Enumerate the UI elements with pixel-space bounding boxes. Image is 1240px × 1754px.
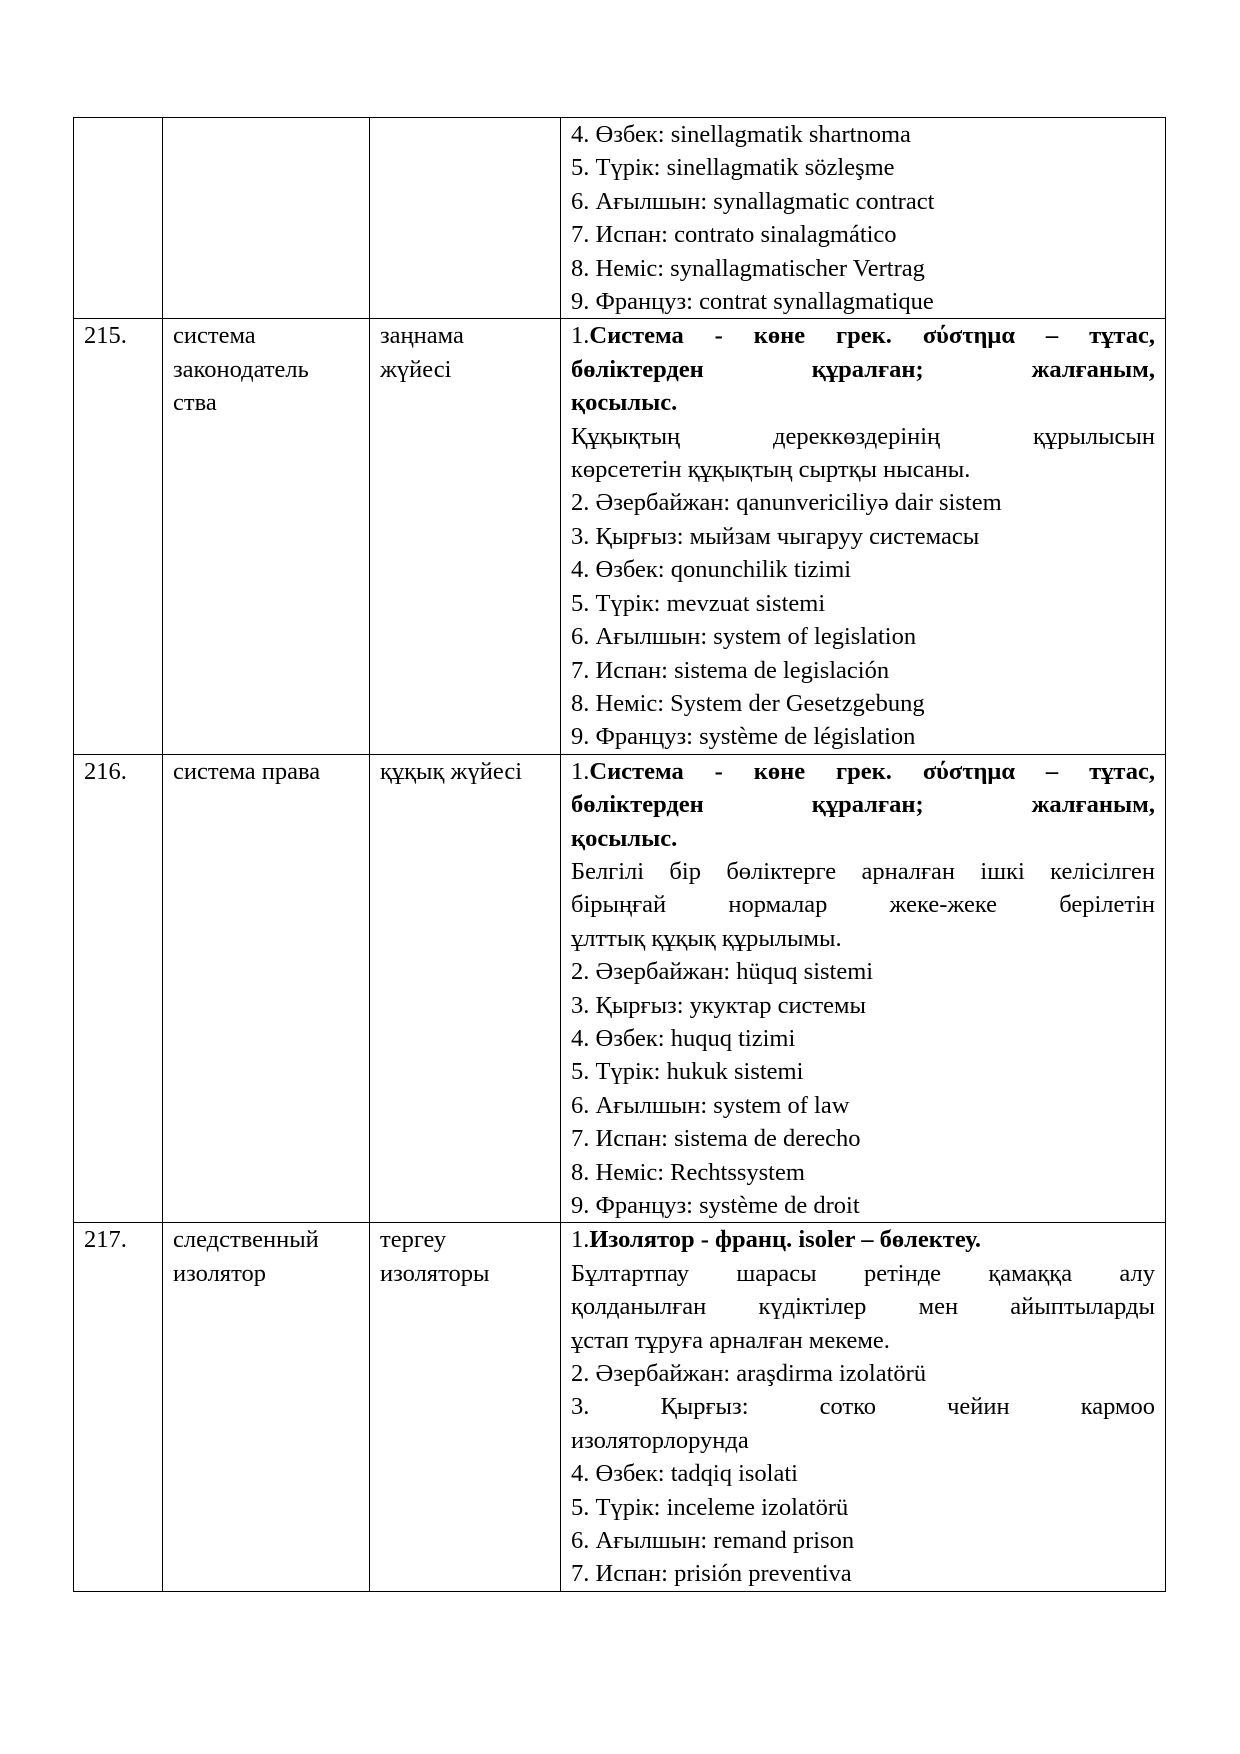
definition-line: Белгілі бір бөліктерге арналған ішкі келісілген bbox=[571, 857, 1155, 885]
translation-line: 3. Қырғыз: сотко чейин кармоо bbox=[571, 1393, 1155, 1421]
translation-line: 6. Ағылшын: synallagmatic contract bbox=[571, 187, 935, 215]
russian-term-line: законодатель bbox=[173, 355, 309, 383]
translation-line: 8. Неміс: synallagmatischer Vertrag bbox=[571, 254, 925, 282]
definition-cell bbox=[561, 754, 1166, 1223]
row-number: 217. bbox=[74, 1223, 163, 1591]
translation-line: 9. Француз: système de législation bbox=[571, 723, 916, 751]
kazakh-term bbox=[370, 1223, 561, 1591]
translation-line: изоляторлорунда bbox=[571, 1426, 749, 1454]
table-row bbox=[74, 1223, 1166, 1591]
definition-line: ұстап тұруға арналған мекеме. bbox=[571, 1326, 890, 1354]
table-row bbox=[74, 118, 1166, 319]
russian-term bbox=[163, 118, 370, 319]
translation-line: 5. Түрік: mevzuat sistemi bbox=[571, 589, 826, 617]
translation-line: 9. Француз: contrat synallagmatique bbox=[571, 288, 934, 316]
definition-cell bbox=[561, 1223, 1166, 1591]
row-number: 215. bbox=[74, 319, 163, 754]
etymology-text: Изолятор - франц. isoler – бөлектеу. bbox=[589, 1226, 982, 1254]
definition-cell bbox=[561, 319, 1166, 754]
translation-line: 3. Қырғыз: укуктар системы bbox=[571, 991, 866, 1019]
etymology-line bbox=[571, 1223, 1155, 1256]
translation-line: 4. Өзбек: huquq tizimi bbox=[571, 1024, 796, 1052]
translation-line: 8. Неміс: Rechtssystem bbox=[571, 1158, 805, 1186]
etymology-number: 1. bbox=[571, 757, 590, 785]
translation-line: 2. Әзербайжан: araşdirma izolatörü bbox=[571, 1360, 927, 1388]
translation-line: 5. Түрік: sinellagmatik sözleşme bbox=[571, 154, 895, 182]
russian-term-line: следственный bbox=[173, 1226, 319, 1254]
translation-line: 8. Неміс: System der Gesetzgebung bbox=[571, 689, 925, 717]
translation-line: 4. Өзбек: qonunchilik tizimi bbox=[571, 556, 852, 584]
translation-line: 3. Қырғыз: мыйзам чыгаруу системасы bbox=[571, 522, 980, 550]
row-number: 216. bbox=[74, 754, 163, 1223]
etymology-text: Система - көне грек. σύστημα – тұтас, bbox=[589, 322, 1155, 350]
definition-line: ұлттық құқық құрылымы. bbox=[571, 924, 842, 952]
translation-line: 7. Испан: prisión preventiva bbox=[571, 1560, 852, 1588]
russian-term-line: изолятор bbox=[173, 1259, 266, 1287]
translation-line: 7. Испан: contrato sinalagmático bbox=[571, 221, 897, 249]
kazakh-term-line: заңнама bbox=[380, 322, 464, 350]
kazakh-term-line: құқық жүйесі bbox=[380, 757, 522, 785]
translation-line: 6. Ағылшын: remand prison bbox=[571, 1527, 855, 1555]
kazakh-term-line: изоляторы bbox=[380, 1259, 490, 1287]
kazakh-term bbox=[370, 319, 561, 754]
translation-line: 6. Ағылшын: system of law bbox=[571, 1091, 850, 1119]
etymology-text: Система - көне грек. σύστημα – тұтас, bbox=[589, 757, 1155, 785]
definition-line: көрсететін құқықтың сыртқы нысаны. bbox=[571, 456, 971, 484]
etymology-line: бөліктерден құралған; жалғаным, bbox=[571, 355, 1155, 383]
definition-line: Бұлтартпау шарасы ретінде қамаққа алу bbox=[571, 1259, 1155, 1287]
table-row bbox=[74, 754, 1166, 1223]
etymology-number: 1. bbox=[571, 1226, 590, 1254]
definition-cell bbox=[561, 118, 1166, 319]
translation-line: 2. Әзербайжан: qanunvericiliyə dair sistem bbox=[571, 489, 1002, 517]
russian-term-line: система права bbox=[173, 757, 321, 785]
translation-line: 5. Түрік: inceleme izolatörü bbox=[571, 1493, 849, 1521]
etymology-line: қосылыс. bbox=[571, 389, 678, 417]
translation-line: 7. Испан: sistema de legislación bbox=[571, 656, 890, 684]
translation-line: 6. Ағылшын: system of legislation bbox=[571, 623, 917, 651]
russian-term-line: ства bbox=[173, 389, 217, 417]
kazakh-term bbox=[370, 754, 561, 1223]
etymology-line bbox=[571, 319, 1155, 352]
glossary-table bbox=[73, 117, 1166, 1592]
etymology-line: бөліктерден құралған; жалғаным, bbox=[571, 791, 1155, 819]
russian-term bbox=[163, 319, 370, 754]
translation-line: 5. Түрік: hukuk sistemi bbox=[571, 1058, 804, 1086]
russian-term bbox=[163, 1223, 370, 1591]
row-number bbox=[74, 118, 163, 319]
etymology-line: қосылыс. bbox=[571, 824, 678, 852]
etymology-line bbox=[571, 755, 1155, 788]
etymology-number: 1. bbox=[571, 322, 590, 350]
russian-term-line: система bbox=[173, 322, 256, 350]
definition-line: қолданылған күдіктілер мен айыптыларды bbox=[571, 1293, 1155, 1321]
translation-line: 7. Испан: sistema de derecho bbox=[571, 1125, 861, 1153]
table-row bbox=[74, 319, 1166, 754]
translation-line: 2. Әзербайжан: hüquq sistemi bbox=[571, 958, 874, 986]
translation-line: 9. Француз: système de droit bbox=[571, 1192, 860, 1219]
kazakh-term-line: жүйесі bbox=[380, 355, 452, 383]
russian-term bbox=[163, 754, 370, 1223]
kazakh-term bbox=[370, 118, 561, 319]
definition-line: Құқықтың дереккөздерінің құрылысын bbox=[571, 422, 1155, 450]
kazakh-term-line: тергеу bbox=[380, 1226, 447, 1254]
definition-line: бірыңғай нормалар жеке-жеке берілетін bbox=[571, 891, 1155, 919]
translation-line: 4. Өзбек: tadqiq isolati bbox=[571, 1460, 798, 1488]
translation-line: 4. Өзбек: sinellagmatik shartnoma bbox=[571, 121, 911, 148]
